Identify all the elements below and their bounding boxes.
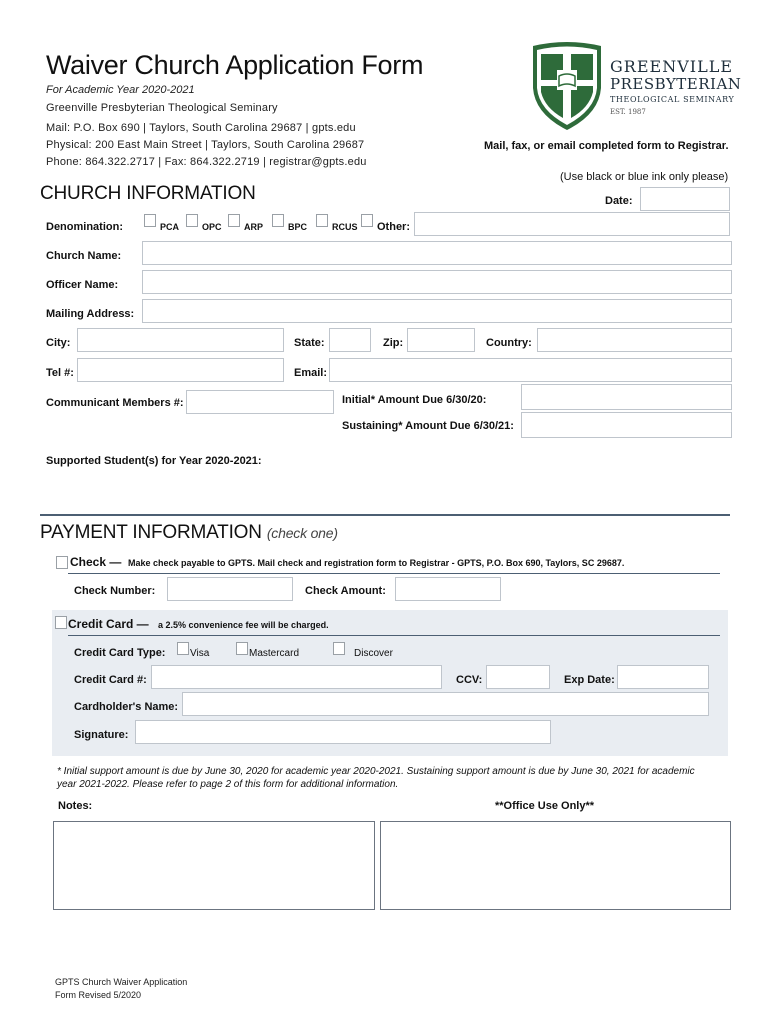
cc-number-label: Credit Card #:	[74, 674, 147, 686]
bpc-label: BPC	[288, 222, 308, 232]
cardholder-label: Cardholder's Name:	[74, 701, 179, 713]
sustaining-amount-label: Sustaining* Amount Due 6/30/21:	[342, 420, 514, 432]
checkbox-discover[interactable]	[333, 642, 345, 655]
state-label: State:	[294, 337, 325, 349]
members-input[interactable]	[186, 390, 334, 414]
support-footnote: * Initial support amount is due by June 30, 2020 for academic year 2020-2021. Sustaining support amount is due by June 30, 2021 for academic year 2021-2022. Please refer to page 2 of this form for additional information.	[57, 766, 695, 790]
logo-text-presbyterian: PRESBYTERIAN	[610, 75, 742, 93]
check-option-label: Check —	[70, 555, 122, 569]
checkbox-credit-card[interactable]	[55, 616, 67, 629]
pca-label: PCA	[160, 222, 180, 232]
check-number-input[interactable]	[167, 577, 293, 601]
physical-address: Physical: 200 East Main Street | Taylors, South Carolina 29687	[46, 139, 365, 151]
payment-heading-text: PAYMENT INFORMATION	[40, 522, 262, 543]
checkbox-check[interactable]	[56, 556, 68, 569]
check-number-label: Check Number:	[74, 585, 156, 597]
footer-revision: Form Revised 5/2020	[55, 990, 142, 1000]
cc-description: a 2.5% convenience fee will be charged.	[158, 620, 329, 630]
shield-icon	[527, 40, 607, 132]
checkbox-mastercard[interactable]	[236, 642, 248, 655]
payment-info-heading	[40, 522, 338, 544]
supported-students-label: Supported Student(s) for Year 2020-2021:	[46, 455, 262, 467]
notes-textarea[interactable]	[53, 821, 375, 910]
discover-label: Discover	[354, 648, 393, 659]
cardholder-input[interactable]	[182, 692, 709, 716]
cc-divider	[68, 635, 720, 636]
phone-fax: Phone: 864.322.2717 | Fax: 864.322.2719 | registrar@gpts.edu	[46, 156, 367, 168]
church-name-input[interactable]	[142, 241, 732, 265]
opc-label: OPC	[202, 222, 222, 232]
country-label: Country:	[486, 337, 532, 349]
checkbox-rcus[interactable]	[316, 214, 328, 227]
initial-amount-input[interactable]	[521, 384, 732, 410]
checkbox-opc[interactable]	[186, 214, 198, 227]
payment-heading-note: (check one)	[266, 525, 338, 541]
country-input[interactable]	[537, 328, 732, 352]
denomination-label: Denomination:	[46, 221, 123, 233]
footer-form-name: GPTS Church Waiver Application	[55, 977, 188, 987]
members-label: Communicant Members #:	[46, 397, 184, 409]
visa-label: Visa	[190, 648, 210, 659]
section-divider	[40, 514, 730, 516]
org-name: Greenville Presbyterian Theological Seminary	[46, 102, 278, 114]
office-use-box	[380, 821, 731, 910]
other-input[interactable]	[414, 212, 730, 236]
checkbox-bpc[interactable]	[272, 214, 284, 227]
zip-label: Zip:	[383, 337, 404, 349]
signature-label: Signature:	[74, 729, 129, 741]
check-divider	[68, 573, 720, 574]
checkbox-pca[interactable]	[144, 214, 156, 227]
logo-text-est: EST. 1987	[610, 108, 646, 116]
checkbox-other[interactable]	[361, 214, 373, 227]
tel-input[interactable]	[77, 358, 284, 382]
cc-option-label: Credit Card —	[68, 617, 149, 631]
notes-label: Notes:	[58, 800, 93, 812]
check-amount-label: Check Amount:	[305, 585, 386, 597]
office-use-label: **Office Use Only**	[495, 800, 595, 812]
logo-text-seminary: THEOLOGICAL SEMINARY	[610, 95, 735, 104]
sustaining-amount-input[interactable]	[521, 412, 732, 438]
signature-input[interactable]	[135, 720, 551, 744]
email-label: Email:	[294, 367, 328, 379]
check-description: Make check payable to GPTS. Mail check and registration form to Registrar - GPTS, P.O. Box 690, Taylors, SC 29687.	[128, 558, 625, 568]
officer-name-input[interactable]	[142, 270, 732, 294]
cc-number-input[interactable]	[151, 665, 442, 689]
date-label: Date:	[605, 195, 633, 207]
tel-label: Tel #:	[46, 367, 74, 379]
ccv-input[interactable]	[486, 665, 550, 689]
church-name-label: Church Name:	[46, 250, 122, 262]
academic-year: For Academic Year 2020-2021	[46, 84, 195, 96]
mail-address: Mail: P.O. Box 690 | Taylors, South Carolina 29687 | gpts.edu	[46, 122, 356, 134]
ink-note: (Use black or blue ink only please)	[560, 171, 729, 183]
arp-label: ARP	[244, 222, 264, 232]
city-input[interactable]	[77, 328, 284, 352]
other-label: Other:	[377, 221, 410, 233]
ccv-label: CCV:	[456, 674, 483, 686]
mastercard-label: Mastercard	[249, 648, 300, 659]
church-info-heading: CHURCH INFORMATION	[40, 183, 256, 204]
form-title: Waiver Church Application Form	[46, 50, 424, 80]
submit-note: Mail, fax, or email completed form to Registrar.	[484, 140, 729, 152]
mailing-address-input[interactable]	[142, 299, 732, 323]
initial-amount-label: Initial* Amount Due 6/30/20:	[342, 394, 487, 406]
officer-name-label: Officer Name:	[46, 279, 119, 291]
state-input[interactable]	[329, 328, 371, 352]
cc-type-label: Credit Card Type:	[74, 647, 166, 659]
zip-input[interactable]	[407, 328, 475, 352]
exp-date-input[interactable]	[617, 665, 709, 689]
logo-text-greenville: GREENVILLE	[610, 57, 733, 76]
rcus-label: RCUS	[332, 222, 358, 232]
mailing-address-label: Mailing Address:	[46, 308, 135, 320]
checkbox-visa[interactable]	[177, 642, 189, 655]
check-amount-input[interactable]	[395, 577, 501, 601]
exp-date-label: Exp Date:	[564, 674, 615, 686]
checkbox-arp[interactable]	[228, 214, 240, 227]
city-label: City:	[46, 337, 71, 349]
email-input[interactable]	[329, 358, 732, 382]
date-input[interactable]	[640, 187, 730, 211]
